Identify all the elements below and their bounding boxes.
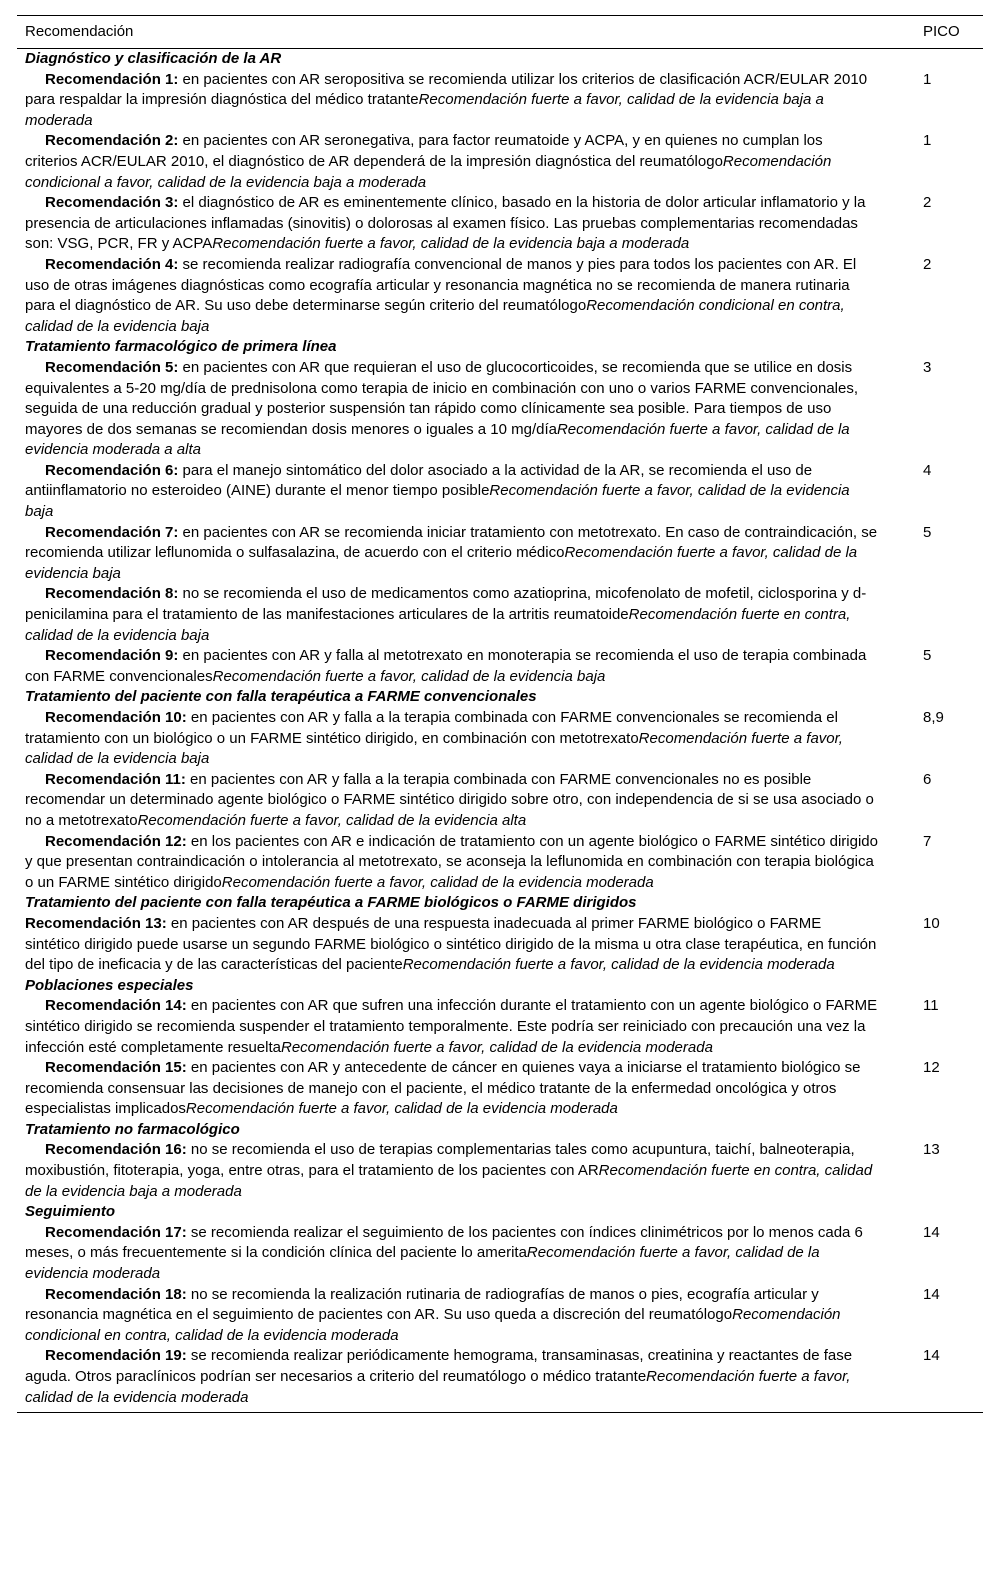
pico-cell: 13 bbox=[923, 1141, 940, 1159]
section-heading-row bbox=[17, 49, 983, 70]
recommendation-label: Recomendación 13: bbox=[25, 914, 167, 932]
recommendation-grade: Recomendación fuerte a favor, calidad de la evidencia alta bbox=[137, 811, 527, 829]
recommendation-label: Recomendación 9: bbox=[45, 647, 179, 665]
recommendation-grade: Recomendación fuerte a favor, calidad de la evidencia baja bbox=[25, 544, 858, 582]
recommendation-row bbox=[17, 523, 983, 585]
recommendation-text: en pacientes con AR y falla a la terapia combinada con FARME convencionales no es posible recomendar un determinado agente biológico o FARME sintético dirigido sobre otro, con independencia de si se usa asociado o no a metotrexato bbox=[25, 770, 874, 829]
recommendation-row bbox=[17, 1285, 983, 1347]
recommendation-cell bbox=[17, 996, 915, 1058]
pico-cell: 3 bbox=[923, 358, 932, 376]
recommendation-row bbox=[17, 770, 983, 832]
recommendation-grade: Recomendación fuerte a favor, calidad de la evidencia moderada bbox=[25, 1244, 820, 1283]
recommendation-text: no se recomienda la realización rutinaria de radiografías de manos o pies, ecografía articular y resonancia magnética en el seguimiento de pacientes con AR. Su uso queda a discreción del reumatólogo bbox=[25, 1285, 819, 1324]
recommendation-label: Recomendación 16: bbox=[45, 1141, 187, 1159]
recommendation-label: Recomendación 6: bbox=[45, 461, 179, 479]
pico-cell: 8,9 bbox=[923, 709, 944, 726]
pico-cell: 6 bbox=[923, 770, 932, 788]
recommendation-row bbox=[17, 1140, 983, 1202]
table-header-row bbox=[17, 16, 983, 49]
recommendation-text: en pacientes con AR y falla a la terapia combinada con FARME convencionales se recomienda el tratamiento con un biológico o un FARME sintético dirigido, en combinación con metotrexato bbox=[25, 709, 838, 747]
recommendation-text: en pacientes con AR y antecedente de cáncer en quienes vaya a iniciarse el tratamiento biológico se recomienda consensuar las decisiones de manejo con el paciente, el médico tratante de la enfermedad oncológica y otros especialistas implicados bbox=[25, 1059, 861, 1118]
recommendation-grade: Recomendación fuerte a favor, calidad de la evidencia moderada bbox=[221, 873, 654, 891]
recommendation-label: Recomendación 7: bbox=[45, 523, 179, 541]
pico-cell: 14 bbox=[923, 1285, 940, 1303]
recommendation-text: en pacientes con AR que sufren una infección durante el tratamiento con un agente biológico o FARME sintético dirigido se recomienda suspender el tratamiento temporalmente. Este podría ser reiniciado con precaución una vez la infección esté completamente resuelta bbox=[25, 997, 878, 1056]
table-body bbox=[17, 49, 983, 1413]
recommendation-row bbox=[17, 646, 983, 687]
section-title: Tratamiento del paciente con falla terapéutica a FARME biológicos o FARME dirigidos bbox=[25, 894, 637, 912]
pico-cell: 10 bbox=[923, 914, 940, 932]
recommendations-table bbox=[17, 15, 983, 1412]
recommendation-row bbox=[17, 1058, 983, 1120]
recommendation-text: en pacientes con AR que requieran el uso de glucocorticoides, se recomienda que se utilice en dosis equivalentes a 5-20 mg/día de prednisolona como terapia de inicio en combinación con uno o varios FARME convencionales, seguida de una reducción gradual y posterior suspensión tan rápido como clínicamente sea posible. Para tiempos de uso mayores de dos semanas se recomiendan dosis menores o iguales a 10 mg/día bbox=[25, 358, 858, 438]
recommendation-text: en los pacientes con AR e indicación de tratamiento con un agente biológico o FARME sintético dirigido y que presentan contraindicación o intolerancia al metotrexato, se aconseja la leflunomida en combinación con terapia biológica o un FARME sintético dirigido bbox=[25, 832, 878, 891]
recommendation-cell bbox=[17, 646, 915, 687]
recommendation-label: Recomendación 19: bbox=[45, 1347, 187, 1365]
section-title: Tratamiento farmacológico de primera línea bbox=[25, 338, 337, 356]
recommendations-table-wrapper bbox=[17, 15, 983, 1413]
recommendation-label: Recomendación 3: bbox=[45, 194, 179, 212]
header-pico: PICO bbox=[915, 16, 983, 49]
pico-cell: 11 bbox=[923, 997, 939, 1015]
header-recommendation: Recomendación bbox=[17, 16, 915, 49]
section-title: Diagnóstico y clasificación de la AR bbox=[25, 50, 282, 67]
recommendation-row bbox=[17, 358, 983, 461]
section-title: Poblaciones especiales bbox=[25, 976, 194, 994]
pico-cell: 5 bbox=[923, 647, 932, 665]
recommendation-grade: Recomendación fuerte a favor, calidad de la evidencia moderada bbox=[25, 1368, 851, 1406]
pico-cell bbox=[915, 584, 983, 646]
recommendation-row bbox=[17, 1346, 983, 1412]
recommendation-grade: Recomendación fuerte a favor, calidad de la evidencia moderada bbox=[280, 1038, 713, 1056]
recommendation-cell bbox=[17, 70, 915, 132]
recommendation-grade: Recomendación fuerte a favor, calidad de la evidencia moderada a alta bbox=[25, 420, 850, 459]
recommendation-text: en pacientes con AR seronegativa, para factor reumatoide y ACPA, y en quienes no cumplan los criterios ACR/EULAR 2010, el diagnóstico de AR dependerá de la impresión diagnóstica del reumatólogo bbox=[25, 132, 823, 170]
recommendation-cell bbox=[17, 584, 915, 646]
recommendation-label: Recomendación 4: bbox=[45, 255, 179, 273]
pico-cell: 2 bbox=[923, 255, 932, 273]
pico-cell: 12 bbox=[923, 1059, 940, 1077]
recommendation-label: Recomendación 10: bbox=[45, 709, 187, 726]
section-title: Seguimiento bbox=[25, 1203, 116, 1221]
recommendation-grade: Recomendación condicional en contra, calidad de la evidencia moderada bbox=[25, 1306, 841, 1344]
section-heading-row bbox=[17, 893, 983, 914]
pico-cell: 4 bbox=[923, 461, 932, 479]
recommendation-cell bbox=[17, 461, 915, 523]
recommendation-cell bbox=[17, 832, 915, 894]
recommendation-row bbox=[17, 193, 983, 255]
recommendation-text: en pacientes con AR se recomienda iniciar tratamiento con metotrexato. En caso de contraindicación, se recomienda utilizar leflunomida o sulfasalazina, de acuerdo con el criterio médico bbox=[25, 523, 878, 562]
recommendation-cell bbox=[17, 770, 915, 832]
recommendation-cell bbox=[17, 1140, 915, 1202]
recommendation-row bbox=[17, 914, 983, 976]
recommendation-row bbox=[17, 708, 983, 770]
recommendation-grade: Recomendación fuerte a favor, calidad de la evidencia baja bbox=[25, 482, 850, 521]
recommendation-cell bbox=[17, 1346, 915, 1412]
recommendation-grade: Recomendación fuerte a favor, calidad de la evidencia baja a moderada bbox=[25, 91, 824, 129]
recommendation-label: Recomendación 8: bbox=[45, 585, 179, 603]
recommendation-label: Recomendación 17: bbox=[45, 1223, 187, 1241]
section-heading-row bbox=[17, 976, 983, 997]
recommendation-text: no se recomienda el uso de medicamentos como azatioprina, micofenolato de mofetil, ciclosporina y d-penicilamina para el tratamiento de las manifestaciones articulares de la artritis reumatoide bbox=[25, 585, 867, 624]
recommendation-row bbox=[17, 461, 983, 523]
recommendation-label: Recomendación 11: bbox=[45, 770, 186, 788]
recommendation-grade: Recomendación fuerte a favor, calidad de la evidencia moderada bbox=[185, 1100, 618, 1118]
recommendation-row bbox=[17, 131, 983, 193]
recommendation-text: para el manejo sintomático del dolor asociado a la actividad de la AR, se recomienda el uso de antiinflamatorio no esteroideo (AINE) durante el menor tiempo posible bbox=[25, 461, 813, 500]
recommendation-text: se recomienda realizar periódicamente hemograma, transaminasas, creatinina y reactantes de fase aguda. Otros paraclínicos podrían ser necesarios a criterio del reumatólogo o médico tratante bbox=[25, 1347, 853, 1385]
pico-cell: 1 bbox=[923, 132, 932, 150]
pico-cell: 7 bbox=[923, 832, 932, 850]
recommendation-cell bbox=[17, 914, 915, 976]
recommendation-grade: Recomendación fuerte en contra, calidad de la evidencia baja bbox=[25, 606, 851, 644]
recommendation-grade: Recomendación condicional a favor, calidad de la evidencia baja a moderada bbox=[25, 152, 832, 191]
pico-cell: 2 bbox=[923, 194, 932, 212]
pico-cell: 14 bbox=[923, 1223, 940, 1241]
section-heading-row bbox=[17, 687, 983, 708]
recommendation-text: no se recomienda el uso de terapias complementarias tales como acupuntura, taichí, balneoterapia, moxibustión, fitoterapia, yoga, entre otras, para el tratamiento de los pacientes con AR bbox=[25, 1141, 855, 1180]
section-title: Tratamiento no farmacológico bbox=[25, 1120, 240, 1138]
section-title: Tratamiento del paciente con falla terapéutica a FARME convencionales bbox=[25, 688, 537, 706]
recommendation-label: Recomendación 18: bbox=[45, 1285, 187, 1303]
recommendation-cell bbox=[17, 708, 915, 770]
recommendation-row bbox=[17, 70, 983, 132]
recommendation-row bbox=[17, 584, 983, 646]
recommendation-cell bbox=[17, 131, 915, 193]
recommendation-row bbox=[17, 996, 983, 1058]
recommendation-cell bbox=[17, 523, 915, 585]
recommendation-text: se recomienda realizar el seguimiento de los pacientes con índices clinimétricos por lo menos cada 6 meses, o más frecuentemente si la condición clínica del paciente lo amerita bbox=[25, 1223, 863, 1262]
recommendation-cell bbox=[17, 193, 915, 255]
recommendation-row bbox=[17, 255, 983, 337]
recommendation-row bbox=[17, 1223, 983, 1285]
recommendation-cell bbox=[17, 255, 915, 337]
table-bottom-rule bbox=[17, 1412, 983, 1413]
recommendation-label: Recomendación 5: bbox=[45, 358, 179, 376]
section-heading-row bbox=[17, 337, 983, 358]
recommendation-cell bbox=[17, 1223, 915, 1285]
pico-cell: 14 bbox=[923, 1347, 940, 1365]
recommendation-label: Recomendación 15: bbox=[45, 1059, 187, 1077]
recommendation-grade: Recomendación fuerte a favor, calidad de la evidencia baja bbox=[212, 667, 606, 685]
recommendation-text: se recomienda realizar radiografía convencional de manos y pies para todos los pacientes con AR. El uso de otras imágenes diagnósticas como ecografía articular y resonancia magnética no se recomienda de manera rutinaria para el diagnóstico de AR. Su uso debe determinarse según criterio del reumatólogo bbox=[25, 255, 857, 315]
recommendation-label: Recomendación 12: bbox=[45, 832, 187, 850]
recommendation-label: Recomendación 2: bbox=[45, 132, 179, 150]
recommendation-grade: Recomendación fuerte a favor, calidad de la evidencia baja bbox=[25, 729, 843, 768]
recommendation-text: en pacientes con AR y falla al metotrexato en monoterapia se recomienda el uso de terapia combinada con FARME convencionales bbox=[25, 647, 867, 685]
recommendation-text: en pacientes con AR seropositiva se recomienda utilizar los criterios de clasificación ACR/EULAR 2010 para respaldar la impresión diagnóstica del médico tratante bbox=[25, 70, 868, 109]
pico-cell: 5 bbox=[923, 523, 932, 541]
recommendation-cell bbox=[17, 1058, 915, 1120]
recommendation-grade: Recomendación fuerte en contra, calidad de la evidencia baja a moderada bbox=[25, 1162, 873, 1200]
recommendation-grade: Recomendación fuerte a favor, calidad de la evidencia baja a moderada bbox=[212, 235, 690, 253]
section-heading-row bbox=[17, 1202, 983, 1223]
recommendation-grade: Recomendación fuerte a favor, calidad de la evidencia moderada bbox=[402, 956, 835, 974]
recommendation-cell bbox=[17, 358, 915, 461]
recommendation-label: Recomendación 1: bbox=[45, 70, 179, 88]
pico-cell: 1 bbox=[923, 70, 932, 88]
recommendation-grade: Recomendación condicional en contra, calidad de la evidencia baja bbox=[25, 297, 845, 335]
recommendation-row bbox=[17, 832, 983, 894]
recommendation-label: Recomendación 14: bbox=[45, 997, 187, 1015]
recommendation-text: el diagnóstico de AR es eminentemente clínico, basado en la historia de dolor articular inflamatorio y la presencia de articulaciones inflamadas (sinovitis) o dolorosas al examen físico. Las pruebas complementarias recomendadas son: VSG, PCR, FR y ACPA bbox=[25, 194, 866, 253]
recommendation-cell bbox=[17, 1285, 915, 1347]
section-heading-row bbox=[17, 1120, 983, 1141]
recommendation-text: en pacientes con AR después de una respuesta inadecuada al primer FARME biológico o FARME sintético dirigido puede usarse un segundo FARME biológico o sintético dirigido de la misma u otra clase terapéutica, en función del tipo de ineficacia y de las características del paciente bbox=[25, 914, 877, 974]
